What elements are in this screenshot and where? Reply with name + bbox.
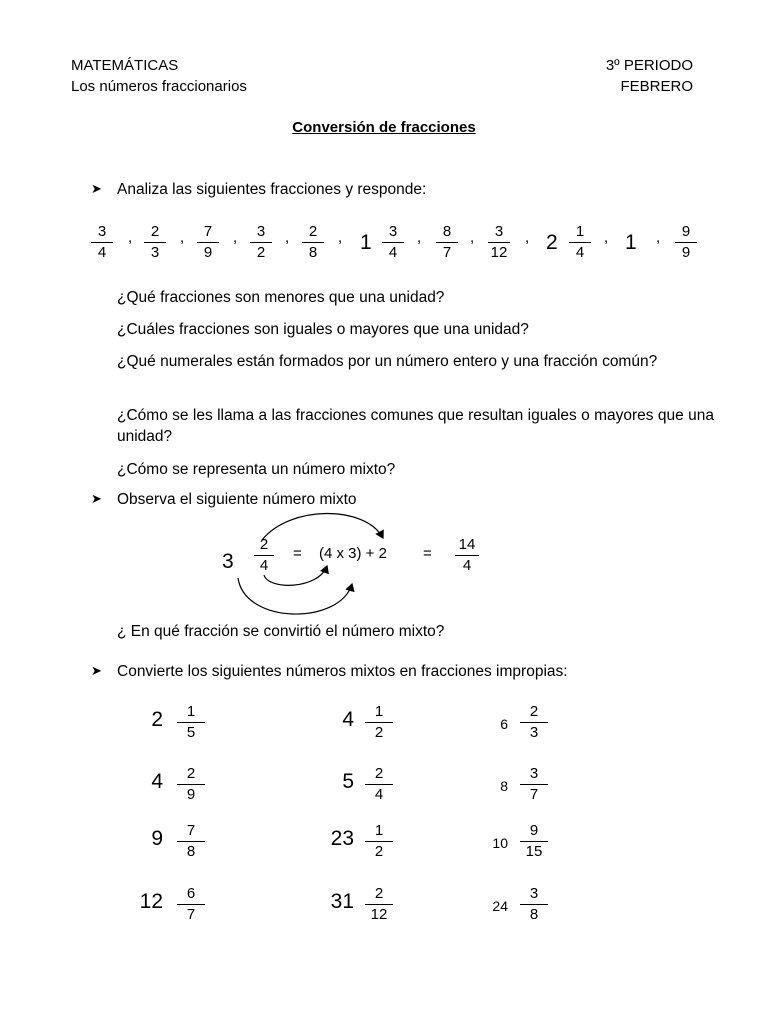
denominator: 4 xyxy=(374,786,384,803)
numerator: 7 xyxy=(203,223,213,240)
separator-comma: , xyxy=(604,229,609,246)
exercise-whole: 24 xyxy=(492,898,508,914)
whole-number: 1 xyxy=(625,231,637,254)
exercise-fraction xyxy=(177,885,205,923)
separator-comma: , xyxy=(417,229,422,246)
whole-number: 1 xyxy=(360,231,372,254)
exercise-whole: 4 xyxy=(342,708,354,731)
exercise-fraction xyxy=(177,703,205,741)
denominator: 8 xyxy=(308,244,318,261)
separator-comma: , xyxy=(470,229,475,246)
exercise-whole: 5 xyxy=(342,770,354,793)
denominator: 4 xyxy=(575,244,585,261)
exercise-fraction xyxy=(365,703,393,741)
numerator: 3 xyxy=(494,223,504,240)
exercise-whole: 2 xyxy=(151,708,163,731)
denominator: 7 xyxy=(442,244,452,261)
denominator: 12 xyxy=(370,906,388,923)
exercise-whole: 23 xyxy=(330,827,354,850)
separator-comma: , xyxy=(233,229,238,246)
question-conversion: ¿ En qué fracción se convirtió el número mixto? xyxy=(117,623,445,640)
arrow-den-to-multiply xyxy=(262,513,383,540)
separator-comma: , xyxy=(285,229,290,246)
exercise-fraction xyxy=(520,765,548,803)
numerator: 3 xyxy=(97,223,107,240)
numerator: 2 xyxy=(150,223,160,240)
separator-comma: , xyxy=(128,229,133,246)
numerator: 3 xyxy=(256,223,266,240)
denominator: 2 xyxy=(256,244,266,261)
numerator: 6 xyxy=(186,885,196,902)
numerator: 3 xyxy=(529,765,539,782)
denominator: 4 xyxy=(388,244,398,261)
arrow-bullet-icon: ➤ xyxy=(91,663,102,678)
numerator: 2 xyxy=(186,765,196,782)
question-1: ¿Qué fracciones son menores que una unidad? xyxy=(117,289,445,306)
example-equals-2: = xyxy=(423,545,432,562)
whole-number: 2 xyxy=(546,231,558,254)
instruction-analyze-text: Analiza las siguientes fracciones y responde: xyxy=(117,181,427,198)
numerator: 8 xyxy=(442,223,452,240)
exercise-whole: 10 xyxy=(492,835,508,851)
numerator: 2 xyxy=(374,765,384,782)
numerator: 9 xyxy=(681,223,691,240)
denominator: 2 xyxy=(374,843,384,860)
exercise-fraction xyxy=(177,822,205,860)
topic-label: Los números fraccionarios xyxy=(71,78,247,95)
denominator: 8 xyxy=(186,843,196,860)
numerator: 1 xyxy=(374,822,384,839)
denominator: 9 xyxy=(681,244,691,261)
numerator: 2 xyxy=(374,885,384,902)
instruction-observe-text: Observa el siguiente número mixto xyxy=(117,491,357,508)
result-denominator: 4 xyxy=(462,557,472,574)
exercise-whole: 31 xyxy=(330,890,354,913)
separator-comma: , xyxy=(338,229,343,246)
example-numerator: 2 xyxy=(259,536,269,553)
numerator: 9 xyxy=(529,822,539,839)
exercise-fraction xyxy=(365,885,393,923)
arrow-whole-to-add xyxy=(238,578,352,614)
arrow-bullet-icon: ➤ xyxy=(91,491,102,506)
denominator: 3 xyxy=(529,724,539,741)
numerator: 1 xyxy=(575,223,585,240)
separator-comma: , xyxy=(656,229,661,246)
numerator: 3 xyxy=(388,223,398,240)
example-equals-1: = xyxy=(293,545,302,562)
example-whole: 3 xyxy=(222,550,234,573)
numerator: 3 xyxy=(529,885,539,902)
denominator: 3 xyxy=(150,244,160,261)
exercise-whole: 6 xyxy=(500,716,508,732)
instruction-convert xyxy=(91,663,568,681)
denominator: 15 xyxy=(525,843,543,860)
denominator: 7 xyxy=(186,906,196,923)
denominator: 12 xyxy=(490,244,508,261)
month-label: FEBRERO xyxy=(620,78,693,95)
question-5: ¿Cómo se representa un número mixto? xyxy=(117,461,396,478)
question-4: ¿Cómo se les llama a las fracciones comunes que resultan iguales o mayores que una unidad? xyxy=(117,407,714,445)
subject-label: MATEMÁTICAS xyxy=(71,57,179,74)
exercise-fraction xyxy=(520,885,548,923)
numerator: 2 xyxy=(308,223,318,240)
arrow-bullet-icon: ➤ xyxy=(91,181,102,196)
exercise-whole: 12 xyxy=(139,890,163,913)
question-2: ¿Cuáles fracciones son iguales o mayores que una unidad? xyxy=(117,321,529,338)
exercise-fraction xyxy=(520,822,548,860)
question-3: ¿Qué numerales están formados por un número entero y una fracción común? xyxy=(117,353,658,370)
numerator: 1 xyxy=(374,703,384,720)
separator-comma: , xyxy=(180,229,185,246)
denominator: 5 xyxy=(186,724,196,741)
denominator: 7 xyxy=(529,786,539,803)
numerator: 2 xyxy=(529,703,539,720)
denominator: 4 xyxy=(97,244,107,261)
denominator: 2 xyxy=(374,724,384,741)
exercise-fraction xyxy=(520,703,548,741)
instruction-convert-text: Convierte los siguientes números mixtos en fracciones impropias: xyxy=(117,663,568,680)
example-denominator: 4 xyxy=(259,557,269,574)
denominator: 9 xyxy=(203,244,213,261)
page-title: Conversión de fracciones xyxy=(292,119,476,136)
exercise-whole: 4 xyxy=(151,770,163,793)
numerator: 7 xyxy=(186,822,196,839)
separator-comma: , xyxy=(525,229,530,246)
denominator: 9 xyxy=(186,786,196,803)
exercise-whole: 8 xyxy=(500,778,508,794)
example-expression: (4 x 3) + 2 xyxy=(319,545,387,562)
result-numerator: 14 xyxy=(458,536,476,553)
arrow-den-to-whole xyxy=(264,566,327,585)
exercise-fraction xyxy=(365,822,393,860)
exercise-fraction xyxy=(365,765,393,803)
numerator: 1 xyxy=(186,703,196,720)
exercise-fraction xyxy=(177,765,205,803)
denominator: 8 xyxy=(529,906,539,923)
period-label: 3º PERIODO xyxy=(605,57,693,74)
exercise-whole: 9 xyxy=(151,827,163,850)
